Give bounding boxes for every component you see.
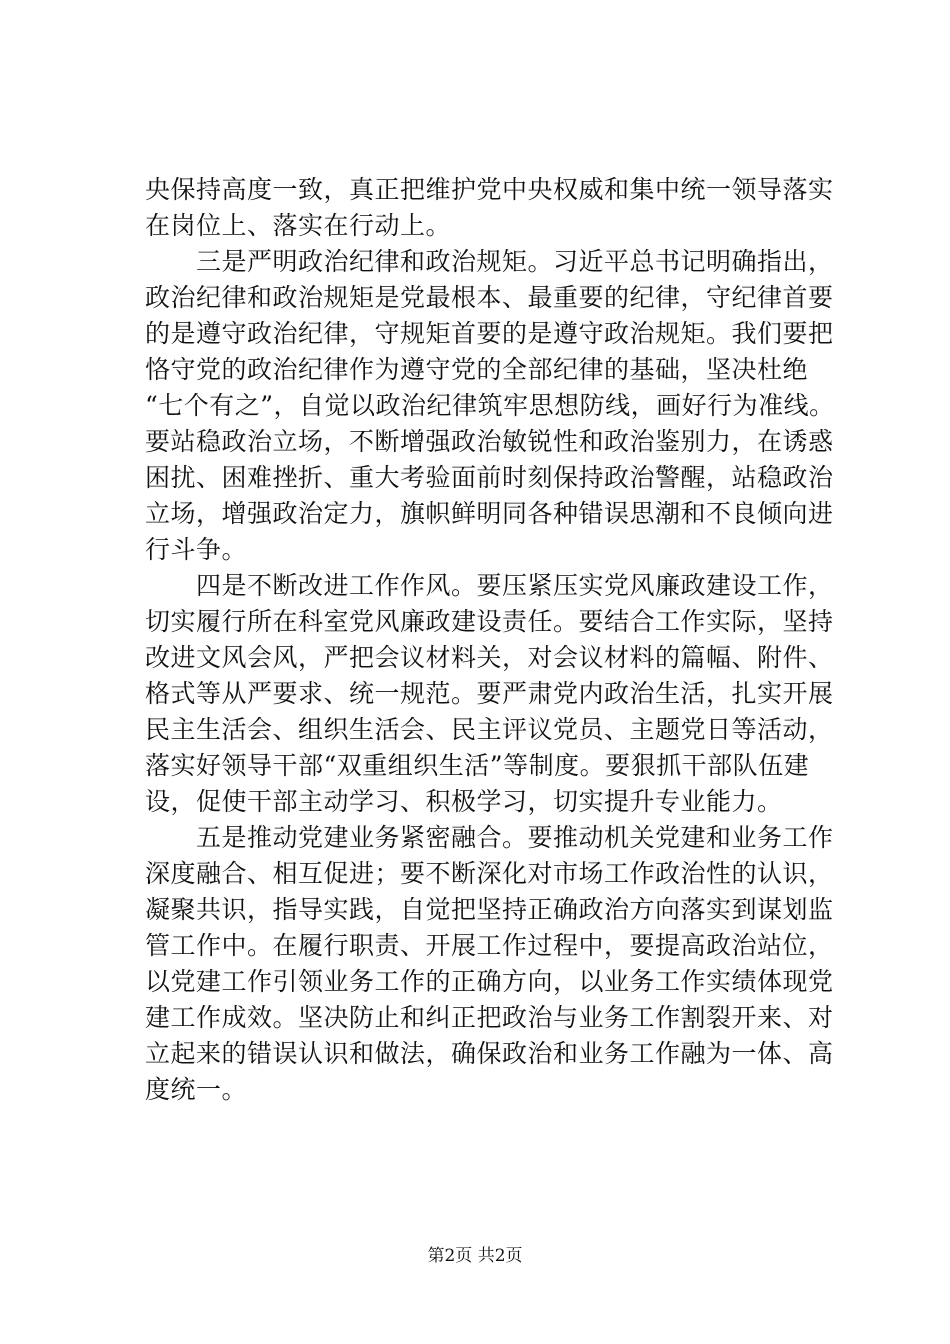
text-line: 央保持高度一致，真正把维护党中央权威和集中统一领导落实	[145, 175, 834, 204]
text-line: 建工作成效。坚决防止和纠正把政治与业务工作割裂开来、对	[145, 1003, 834, 1032]
text-line: 恪守党的政治纪律作为遵守党的全部纪律的基础，坚决杜绝	[145, 355, 809, 384]
text-line: 政治纪律和政治规矩是党最根本、最重要的纪律，守纪律首要	[145, 283, 834, 312]
text-line: 落实好领导干部“双重组织生活”等制度。要狠抓干部队伍建	[145, 751, 810, 780]
text-line: 设，促使干部主动学习、积极学习，切实提升专业能力。	[145, 787, 783, 816]
text-line: 五是推动党建业务紧密融合。要推动机关党建和业务工作	[145, 823, 834, 852]
text-line: 凝聚共识，指导实践，自觉把坚持正确政治方向落实到谋划监	[145, 895, 834, 924]
text-line: 困扰、困难挫折、重大考验面前时刻保持政治警醒，站稳政治	[145, 463, 834, 492]
text-line: 度统一。	[145, 1075, 248, 1104]
text-line: 行斗争。	[145, 535, 248, 564]
text-line: 改进文风会风，严把会议材料关，对会议材料的篇幅、附件、	[145, 643, 834, 672]
text-line: 民主生活会、组织生活会、民主评议党员、主题党日等活动，	[145, 715, 834, 744]
text-line: 切实履行所在科室党风廉政建设责任。要结合工作实际，坚持	[145, 607, 834, 636]
text-line: 四是不断改进工作作风。要压紧压实党风廉政建设工作，	[145, 571, 834, 600]
page-number-footer: 第2页 共2页	[427, 1246, 523, 1266]
text-line: 在岗位上、落实在行动上。	[145, 211, 452, 240]
text-line: 三是严明政治纪律和政治规矩。习近平总书记明确指出，	[145, 247, 834, 276]
text-line: 的是遵守政治纪律，守规矩首要的是遵守政治规矩。我们要把	[145, 319, 834, 348]
text-line: “七个有之”，自觉以政治纪律筑牢思想防线，画好行为准线。	[145, 391, 835, 420]
text-line: 立场，增强政治定力，旗帜鲜明同各种错误思潮和不良倾向进	[145, 499, 834, 528]
text-line: 以党建工作引领业务工作的正确方向，以业务工作实绩体现党	[145, 967, 834, 996]
text-line: 格式等从严要求、统一规范。要严肃党内政治生活，扎实开展	[145, 679, 834, 708]
document-body	[145, 172, 835, 1108]
text-line: 管工作中。在履行职责、开展工作过程中，要提高政治站位，	[145, 931, 834, 960]
text-line: 立起来的错误认识和做法，确保政治和业务工作融为一体、高	[145, 1039, 834, 1068]
text-line: 要站稳政治立场，不断增强政治敏锐性和政治鉴别力，在诱惑	[145, 427, 834, 456]
text-line: 深度融合、相互促进；要不断深化对市场工作政治性的认识，	[145, 859, 834, 888]
